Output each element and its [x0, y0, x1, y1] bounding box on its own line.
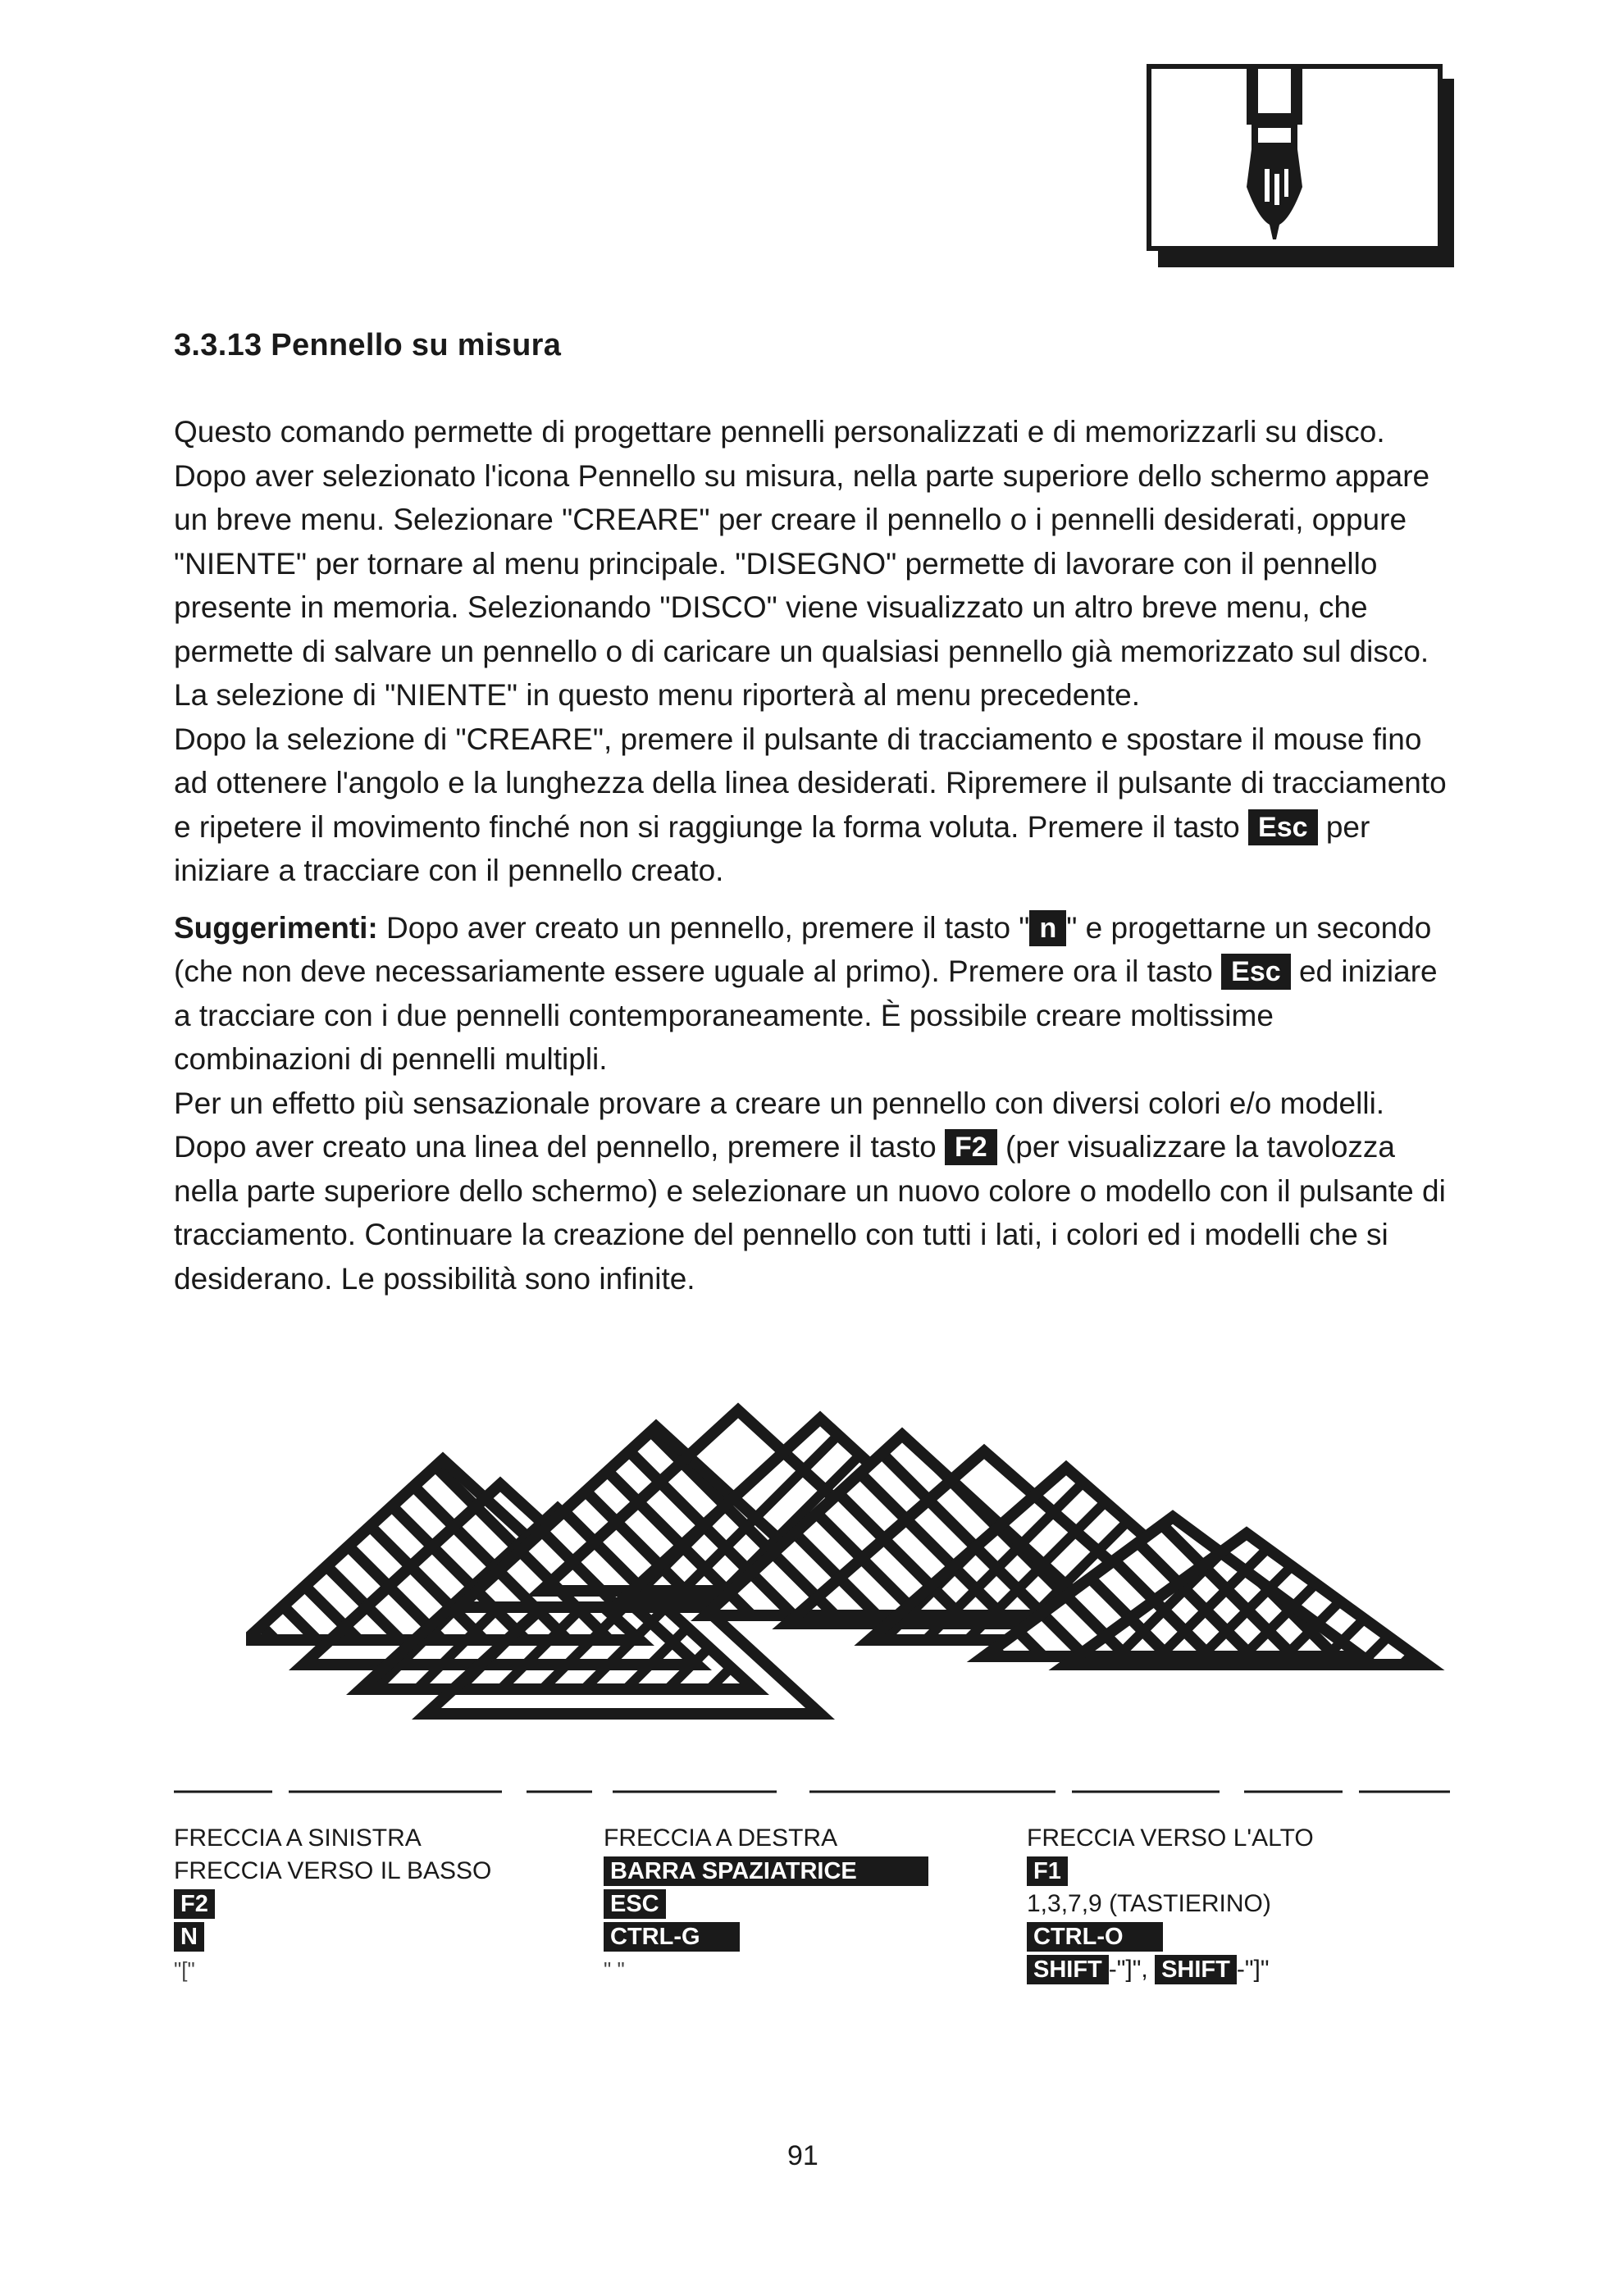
tips-text-1: Dopo aver creato un pennello, premere il tasto " [386, 910, 1030, 945]
spacebar-key-badge: BARRA SPAZIATRICE [604, 1856, 928, 1886]
page-number: 91 [787, 2140, 818, 2171]
ctrl-g-key-badge: CTRL-G [604, 1922, 740, 1952]
f1-key-badge: F1 [1027, 1856, 1068, 1886]
tips-paragraph [174, 906, 1453, 1082]
shortcut-label: FRECCIA A SINISTRA [174, 1824, 422, 1852]
n-key-badge: n [1029, 910, 1066, 946]
shortcut-column-1 [174, 1822, 491, 1986]
shortcut-column-3 [1027, 1822, 1314, 1986]
shortcut-label: FRECCIA VERSO IL BASSO [174, 1857, 492, 1884]
paragraph-2 [174, 718, 1453, 893]
esc-key-badge: Esc [1248, 809, 1318, 845]
shortcut-label: FRECCIA A DESTRA [604, 1824, 838, 1852]
tips-label: Suggerimenti: [174, 910, 378, 945]
keyboard-shortcuts [174, 1822, 1453, 2019]
shortcut-note: " " [604, 1957, 625, 1982]
shortcut-note: "[" [174, 1957, 195, 1982]
shortcut-label: 1,3,7,9 (TASTIERINO) [1027, 1890, 1271, 1917]
shortcut-column-2 [604, 1822, 928, 1986]
tips-text-3: ed iniziare a tracciare con i due pennelli contemporaneamente. È possibile creare moltissime combinazioni di pennelli multipli. [174, 954, 1438, 1076]
n-key-badge: N [174, 1922, 204, 1952]
shift-key-badge: SHIFT [1027, 1955, 1109, 1984]
f2-key-badge: F2 [174, 1889, 215, 1919]
shortcut-suffix: -"]" [1236, 1956, 1270, 1983]
shortcut-suffix: -"]", [1108, 1956, 1148, 1983]
paragraph-1: Questo comando permette di progettare pennelli personalizzati e di memorizzarli su disco. Dopo aver selezionato l'icona Pennello su misura, nella parte superiore dello schermo appare un breve menu. Selezionare "CREARE" per creare il pennello o i pennelli desiderati, oppure "NIENTE" per tornare al menu principale. "DISEGNO" permette di lavorare con il pennello presente in memoria. Selezionando "DISCO" viene visualizzato un altro breve menu, che permette di salvare un pennello o di caricare un qualsiasi pennello già memorizzato sul disco. La selezione di "NIENTE" in questo menu riporterà al menu precedente. [174, 415, 1430, 712]
paragraph-2-text-end: per iniziare a tracciare con il pennello creato. [174, 809, 1370, 887]
esc-key-badge: ESC [604, 1889, 666, 1919]
shortcut-label: FRECCIA VERSO L'ALTO [1027, 1824, 1314, 1852]
paragraph-3 [174, 1082, 1453, 1301]
pyramids-pattern-illustration [246, 1394, 1452, 1747]
section-title: 3.3.13 Pennello su misura [174, 328, 562, 362]
tips-text-2: " e progettarne un secondo (che non deve necessariamente essere uguale al primo). Premere ora il tasto [174, 910, 1432, 988]
paragraph-3-text: Per un effetto più sensazionale provare a creare un pennello con diversi colori e/o modelli. Dopo aver creato una linea del pennello, premere il tasto [174, 1086, 1385, 1164]
paragraph-3-text-end: (per visualizzare la tavolozza nella parte superiore dello schermo) e selezionare un nuovo colore o modello con il pulsante di tracciamento. Continuare la creazione del pennello con tutti i lati, i colori ed i modelli che si desiderano. Le possibilità sono infinite. [174, 1130, 1446, 1296]
f2-key-badge: F2 [945, 1129, 997, 1165]
ctrl-o-key-badge: CTRL-O [1027, 1922, 1163, 1952]
brush-pen-icon [1147, 64, 1454, 267]
divider-rule [174, 1790, 1450, 1793]
section-body [174, 410, 1453, 1301]
paragraph-2-text: Dopo la selezione di "CREARE", premere il pulsante di tracciamento e spostare il mouse fino ad ottenere l'angolo e la lunghezza della linea desiderati. Ripremere il pulsante di tracciamento e ripetere il movimento finché non si raggiunge la forma voluta. Premere il tasto [174, 722, 1447, 844]
shift-key-badge: SHIFT [1155, 1955, 1237, 1984]
esc-key-badge: Esc [1221, 954, 1291, 990]
